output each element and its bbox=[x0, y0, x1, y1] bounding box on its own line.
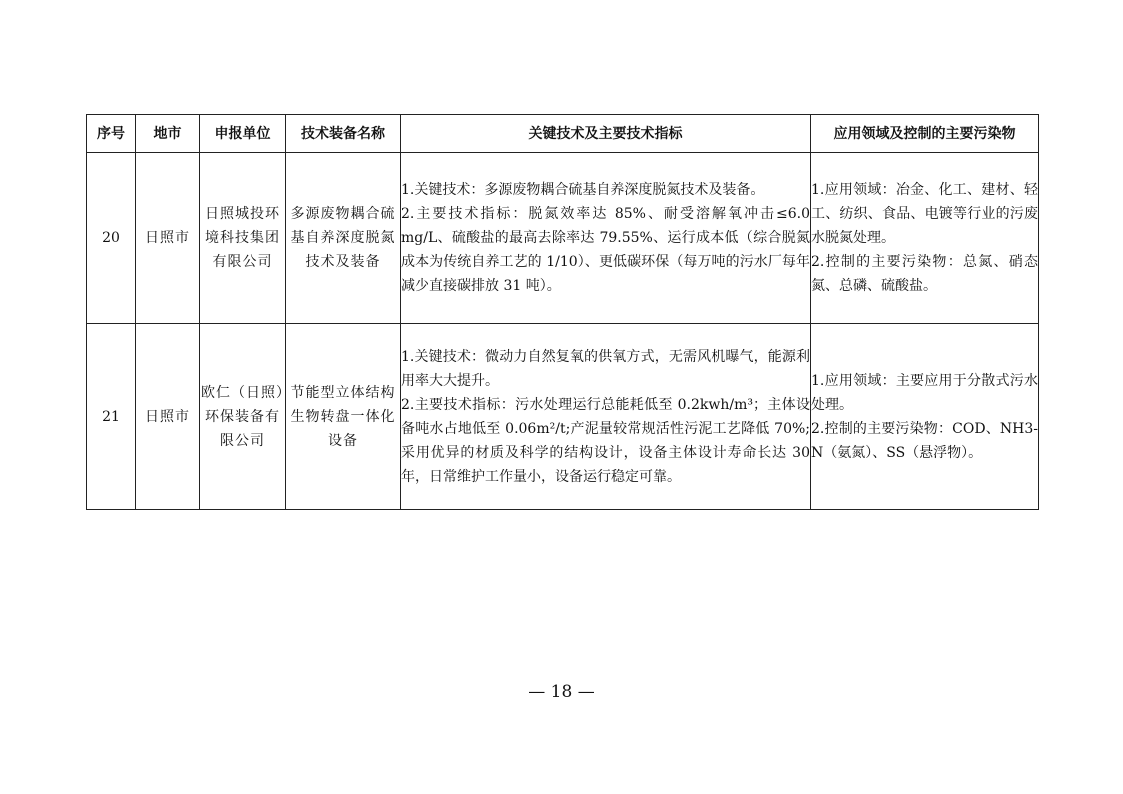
app-field: 1.应用领域：冶金、化工、建材、轻工、纺织、食品、电镀等行业的污废水脱氮处理。 bbox=[811, 182, 1038, 246]
row-equipment-name: 节能型立体结构生物转盘一体化设备 bbox=[286, 324, 401, 510]
row-city: 日照市 bbox=[136, 153, 200, 324]
header-name: 技术装备名称 bbox=[286, 115, 401, 153]
row-equipment-name: 多源废物耦合硫基自养深度脱氮技术及装备 bbox=[286, 153, 401, 324]
table-header-row bbox=[87, 115, 1039, 153]
row-tech-indicators bbox=[401, 153, 811, 324]
header-city: 地市 bbox=[136, 115, 200, 153]
table-row bbox=[87, 153, 1039, 324]
row-tech-indicators bbox=[401, 324, 811, 510]
header-seq: 序号 bbox=[87, 115, 136, 153]
row-seq: 20 bbox=[87, 153, 136, 324]
tech-main-indicators: 2.主要技术指标：污水处理运行总能耗低至 0.2kwh/m³；主体设备吨水占地低至 0.06m²/t;产泥量较常规活性污泥工艺降低 70%;采用优异的材质及科学的结构设计，设备主体设计寿命长达 30 年，日常维护工作量小，设备运行稳定可靠。 bbox=[401, 396, 810, 485]
row-city: 日照市 bbox=[136, 324, 200, 510]
header-unit: 申报单位 bbox=[200, 115, 286, 153]
app-pollutants: 2.控制的主要污染物：COD、NH3-N（氨氮）、SS（悬浮物）。 bbox=[811, 420, 1038, 461]
app-field: 1.应用领域：主要应用于分散式污水处理。 bbox=[811, 372, 1038, 413]
technology-table bbox=[86, 114, 1039, 510]
app-pollutants: 2.控制的主要污染物：总氮、硝态氮、总磷、硫酸盐。 bbox=[811, 254, 1038, 294]
tech-key-technology: 1.关键技术：微动力自然复氧的供氧方式，无需风机曝气，能源利用率大大提升。 bbox=[401, 348, 810, 389]
row-seq: 21 bbox=[87, 324, 136, 510]
table-row bbox=[87, 324, 1039, 510]
tech-main-indicators: 2.主要技术指标：脱氮效率达 85%、耐受溶解氧冲击≤6.0 mg/L、硫酸盐的最高去除率达 79.55%、运行成本低（综合脱氮成本为传统自养工艺的 1/10）、更低碳环保（每万吨的污水厂每年减少直接碳排放 31 吨）。 bbox=[401, 206, 810, 294]
row-unit: 欧仁（日照）环保装备有限公司 bbox=[200, 324, 286, 510]
tech-key-technology: 1.关键技术：多源废物耦合硫基自养深度脱氮技术及装备。 bbox=[401, 182, 765, 198]
row-unit: 日照城投环境科技集团有限公司 bbox=[200, 153, 286, 324]
header-app: 应用领域及控制的主要污染物 bbox=[811, 115, 1039, 153]
row-application bbox=[811, 153, 1039, 324]
header-tech: 关键技术及主要技术指标 bbox=[401, 115, 811, 153]
row-application bbox=[811, 324, 1039, 510]
page-number: — 18 — bbox=[528, 682, 595, 702]
